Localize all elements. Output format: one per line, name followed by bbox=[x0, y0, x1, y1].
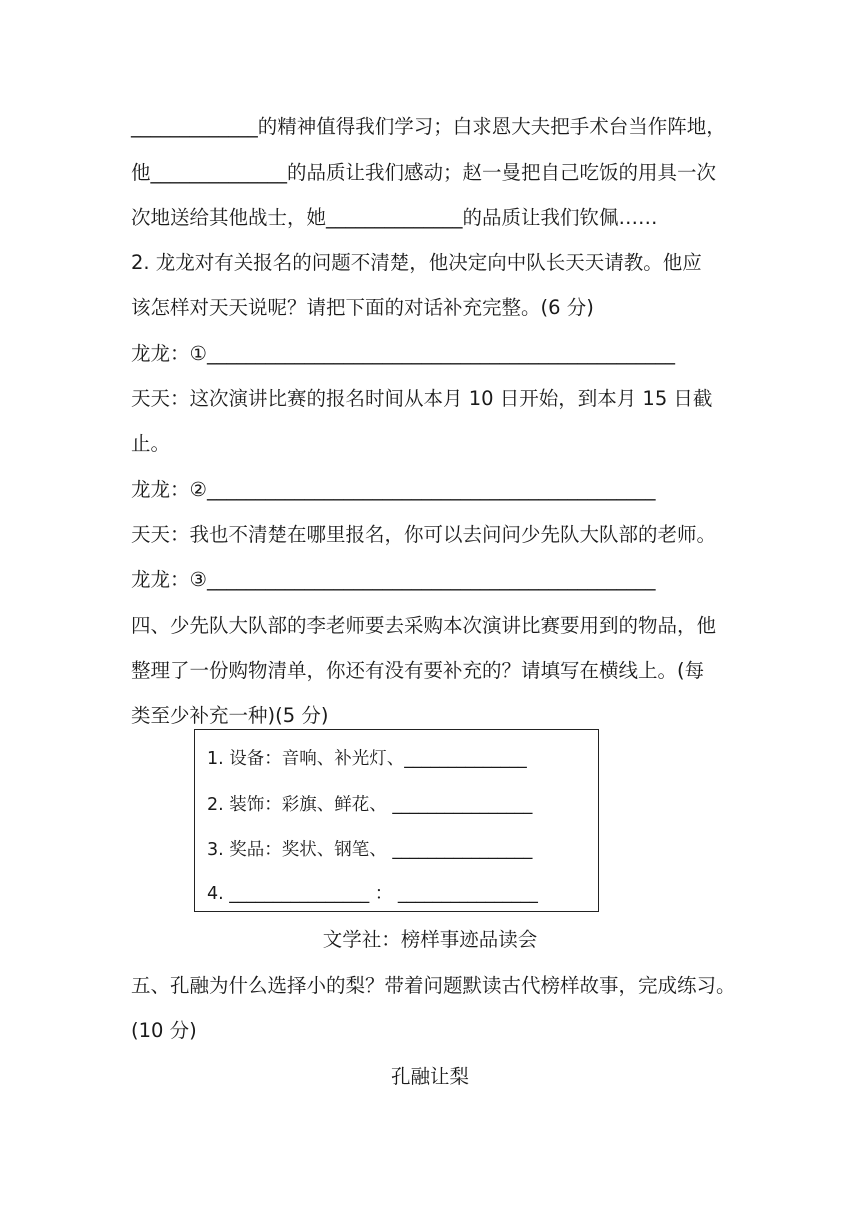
section-title: 文学社：榜样事迹品读会 bbox=[322, 928, 538, 951]
question-2-line-1: 2. 龙龙对有关报名的问题不清楚，他决定向中队长天天请教。他应 bbox=[131, 251, 702, 274]
question-4-line-1: 四、少先队大队部的李老师要去采购本次演讲比赛要用到的物品，他 bbox=[131, 614, 717, 637]
dialogue-line-4: 天天：我也不清楚在哪里报名，你可以去问问少先队大队部的老师。 bbox=[131, 523, 717, 546]
shopping-list-box bbox=[194, 729, 599, 912]
question-5-line-1: 五、孔融为什么选择小的梨？带着问题默读古代榜样故事，完成练习。 bbox=[131, 974, 736, 997]
question-4-line-3: 类至少补充一种)(5 分) bbox=[131, 704, 329, 727]
question-5-line-2: (10 分) bbox=[131, 1019, 197, 1042]
dialogue-line-3: 龙龙：②______________________________________________ bbox=[131, 478, 656, 501]
text-line-2: 他______________的品质让我们感动；赵一曼把自己吃饭的用具一次 bbox=[131, 161, 717, 184]
text-line-3: 次地送给其他战士，她______________的品质让我们钦佩…… bbox=[131, 206, 658, 229]
question-4-line-2: 整理了一份购物清单，你还有没有要补充的？请填写在横线上。(每 bbox=[131, 659, 705, 682]
shopping-list-item-1: 1. 设备：音响、补光灯、______________ bbox=[207, 749, 527, 769]
text-line-1: _____________的精神值得我们学习；白求恩大夫把手术台当作阵地， bbox=[131, 115, 726, 138]
shopping-list-item-2: 2. 装饰：彩旗、鲜花、 ________________ bbox=[207, 795, 533, 815]
dialogue-line-2b: 止。 bbox=[131, 432, 171, 455]
shopping-list-item-4: 4. ________________ ： ________________ bbox=[207, 884, 538, 904]
dialogue-line-1: 龙龙：①________________________________________________ bbox=[131, 342, 675, 365]
story-title: 孔融让梨 bbox=[390, 1065, 469, 1088]
shopping-list-item-3: 3. 奖品：奖状、钢笔、 ________________ bbox=[207, 840, 533, 860]
question-2-line-2: 该怎样对天天说呢？请把下面的对话补充完整。(6 分) bbox=[131, 296, 594, 319]
dialogue-line-5: 龙龙：③______________________________________________ bbox=[131, 568, 656, 591]
dialogue-line-2a: 天天：这次演讲比赛的报名时间从本月 10 日开始，到本月 15 日截 bbox=[131, 387, 713, 410]
